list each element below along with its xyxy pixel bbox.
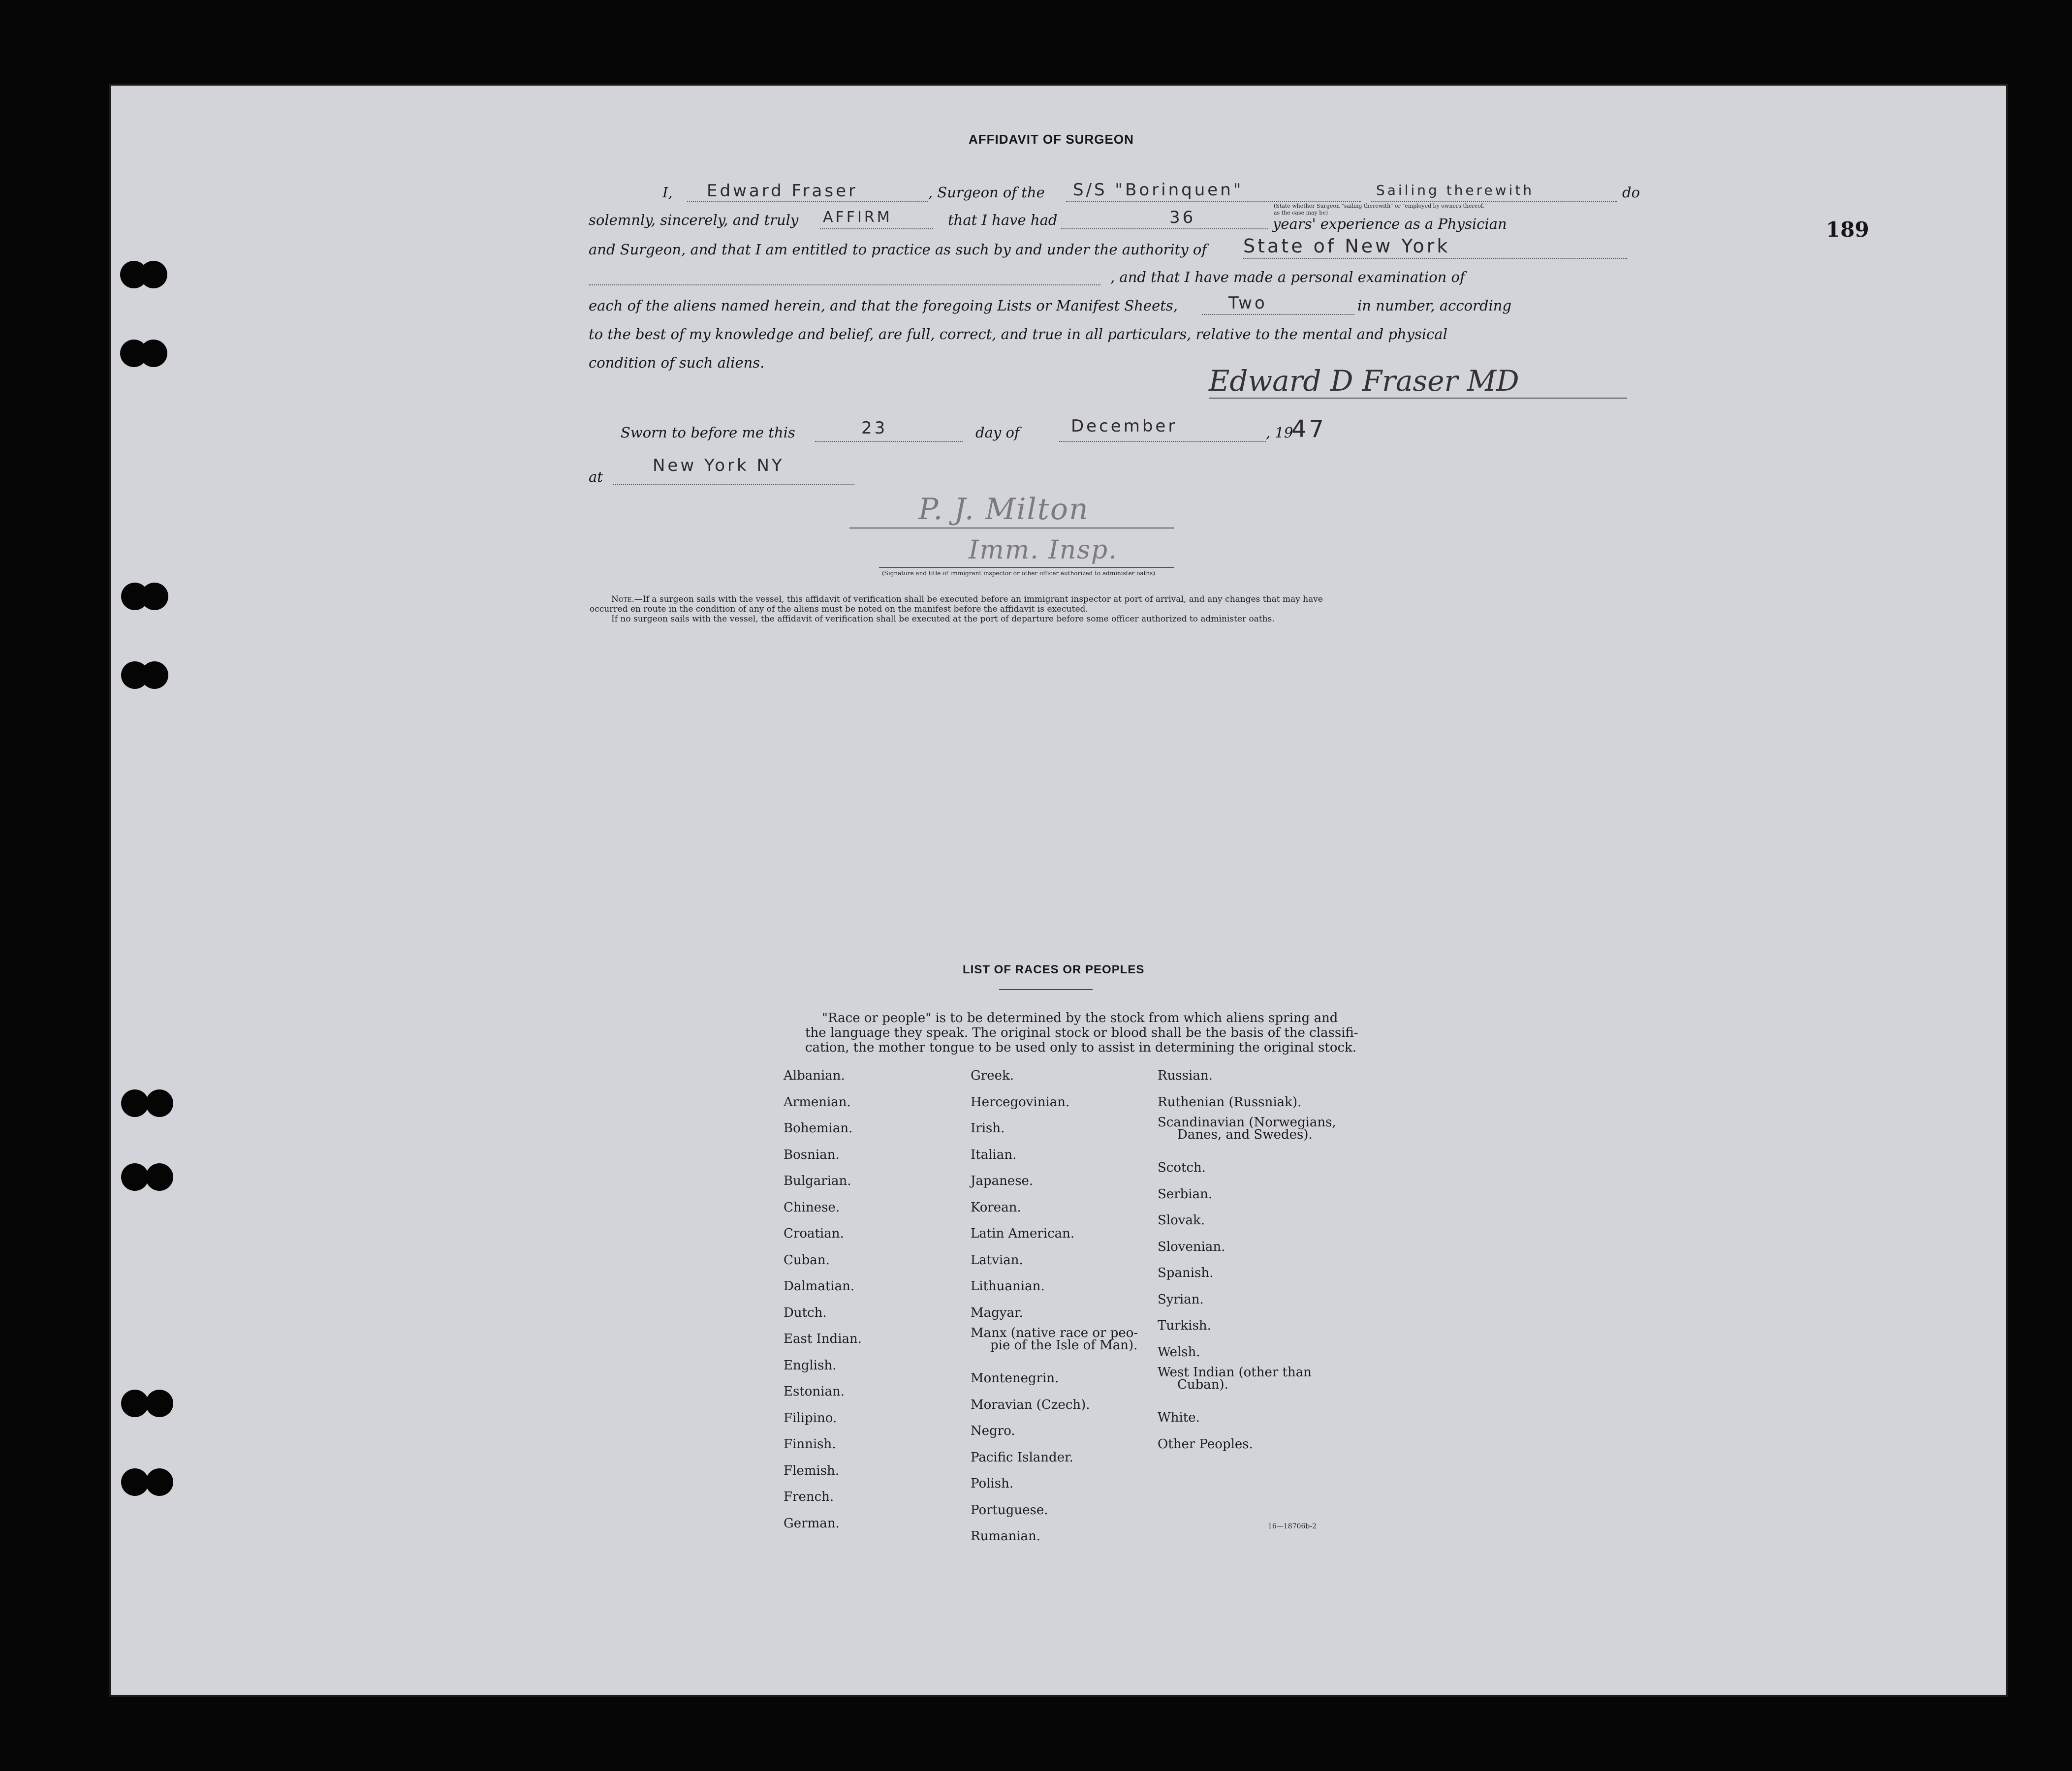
race-list-item: Croatian. [784, 1226, 844, 1241]
affirm-handwritten: AFFIRM [823, 209, 892, 226]
race-list-item: Bulgarian. [784, 1174, 851, 1188]
authority-handwritten: State of New York [1243, 235, 1450, 257]
punch-hole [140, 340, 167, 367]
race-list-item: Korean. [971, 1200, 1021, 1215]
race-list-item: Filipino. [784, 1410, 837, 1426]
race-list-item: Dalmatian. [784, 1279, 855, 1294]
officer-signature: P. J. Milton [918, 492, 1089, 527]
year-handwritten: 47 [1291, 415, 1327, 443]
race-list-item: Cuban. [784, 1252, 830, 1268]
years-blank [1061, 228, 1268, 229]
page-number: 189 [1826, 217, 1869, 242]
race-list-item: Italian. [971, 1147, 1017, 1162]
affidavit-text: , and that I have made a personal examination of [1110, 269, 1465, 285]
note-line: —If a surgeon sails with the vessel, this affidavit of verification shall be executed before an immigrant inspector at port of arrival, and any changes that may have [634, 594, 1323, 604]
race-list-item: Bosnian. [784, 1147, 840, 1162]
affidavit-text: years' experience as a Physician [1273, 216, 1507, 232]
race-list-item: Latvian. [971, 1252, 1023, 1268]
race-list-item: French. [784, 1490, 834, 1504]
affidavit-text: that I have had [948, 212, 1058, 228]
race-list-item: Negro. [971, 1424, 1015, 1438]
officer-title-line [879, 567, 1174, 568]
race-list-item: Other Peoples. [1158, 1436, 1253, 1452]
race-list-item: Russian. [1158, 1068, 1213, 1083]
race-list-item: Slovak. [1158, 1213, 1205, 1228]
day-handwritten: 23 [861, 418, 888, 438]
affirm-blank [820, 228, 933, 229]
race-list-item: Hercegovinian. [971, 1094, 1070, 1110]
surgeon-name-handwritten: Edward Fraser [707, 181, 858, 201]
race-list-item: Estonian. [784, 1384, 845, 1399]
races-column-1 [784, 1063, 862, 1537]
race-list-item: Bohemian. [784, 1121, 853, 1136]
affidavit-text: to the best of my knowledge and belief, are full, correct, and true in all particulars, relative to the mental and physical [589, 326, 1447, 342]
race-list-item: Spanish. [1158, 1266, 1214, 1280]
races-intro-line: the language they speak. The original stock or blood shall be the basis of the classifi- [805, 1025, 1358, 1040]
race-list-item: Finnish. [784, 1437, 836, 1452]
races-column-2 [971, 1063, 1138, 1550]
punch-hole [141, 661, 168, 689]
sailing-handwritten: Sailing therewith [1376, 182, 1535, 198]
affidavit-text: each of the aliens named herein, and that the foregoing Lists or Manifest Sheets, [589, 297, 1178, 314]
affidavit-text: at [589, 468, 603, 485]
race-list-item: English. [784, 1358, 837, 1373]
race-list-item: Albanian. [784, 1068, 845, 1083]
affidavit-text: and Surgeon, and that I am entitled to practice as such by and under the authority of [589, 241, 1207, 258]
punch-hole [146, 1163, 173, 1191]
races-column-3 [1158, 1063, 1336, 1458]
race-list-item: Chinese. [784, 1200, 840, 1215]
race-list-item: Manx (native race or peo- pie of the Isle of Man). [971, 1326, 1138, 1353]
punch-hole [141, 583, 168, 610]
races-intro-line: "Race or people" is to be determined by the stock from which aliens spring and [822, 1011, 1338, 1025]
sailing-blank [1371, 201, 1617, 202]
race-list-item: Lithuanian. [971, 1279, 1045, 1294]
race-list-item: German. [784, 1516, 840, 1531]
document-sheet [111, 86, 2006, 1695]
surgeon-signature-line [1209, 398, 1627, 399]
punch-hole [146, 1390, 173, 1417]
races-title: LIST OF RACES OR PEOPLES [963, 963, 1145, 976]
race-list-item: Serbian. [1158, 1186, 1213, 1202]
vessel-blank [1066, 201, 1361, 202]
races-title-rule [999, 989, 1093, 990]
day-blank [815, 441, 963, 442]
race-list-item: Latin American. [971, 1226, 1075, 1241]
affidavit-text: day of [975, 424, 1020, 441]
races-table [784, 1063, 1336, 1555]
race-list-item: Ruthenian (Russniak). [1158, 1094, 1302, 1110]
note-text [611, 594, 1323, 604]
form-number: 16—18706b-2 [1268, 1522, 1317, 1530]
affidavit-title: AFFIDAVIT OF SURGEON [969, 132, 1134, 147]
signature-caption: (Signature and title of immigrant inspector or other officer authorized to administer oaths) [882, 570, 1155, 577]
month-handwritten: December [1071, 416, 1178, 436]
punch-hole [140, 261, 167, 288]
affidavit-text: solemnly, sincerely, and truly [589, 212, 799, 228]
race-list-item: Welsh. [1158, 1344, 1200, 1360]
punch-hole [121, 1468, 149, 1496]
surgeon-name-blank [687, 201, 928, 202]
race-list-item: Polish. [971, 1476, 1014, 1491]
race-list-item: Magyar. [971, 1305, 1023, 1320]
affidavit-text: , 19 [1266, 424, 1293, 441]
note-line: occurred en route in the condition of any of the aliens must be noted on the manifest before the affidavit is executed. [590, 604, 1088, 614]
race-list-item: Slovenian. [1158, 1239, 1225, 1254]
race-list-item: White. [1158, 1410, 1200, 1425]
month-blank [1059, 441, 1266, 442]
vessel-handwritten: S/S "Borinquen" [1073, 180, 1244, 200]
place-handwritten: New York NY [653, 456, 785, 475]
race-list-item: Syrian. [1158, 1292, 1204, 1307]
note-line: If no surgeon sails with the vessel, the affidavit of verification shall be executed at the port of departure before some officer authorized to administer oaths. [611, 614, 1275, 624]
punch-hole [146, 1089, 173, 1117]
punch-hole [146, 1468, 173, 1496]
race-list-item: Turkish. [1158, 1318, 1211, 1333]
authority-continued-blank [589, 284, 1100, 285]
race-list-item: Portuguese. [971, 1502, 1048, 1518]
race-list-item: Dutch. [784, 1305, 827, 1320]
race-list-item: Flemish. [784, 1463, 840, 1478]
officer-title: Imm. Insp. [969, 535, 1118, 565]
race-list-item: Japanese. [971, 1174, 1034, 1188]
affidavit-text: Sworn to before me this [621, 424, 795, 441]
race-list-item: East Indian. [784, 1332, 862, 1346]
race-list-item: Greek. [971, 1068, 1014, 1083]
race-list-item: Rumanian. [971, 1529, 1041, 1544]
affidavit-text: I, [662, 184, 673, 201]
race-list-item: Montenegrin. [971, 1371, 1059, 1386]
sheets-handwritten: Two [1228, 293, 1267, 313]
race-list-item: West Indian (other than Cuban). [1158, 1365, 1312, 1392]
sailing-caption: (State whether Surgeon "sailing therewith" or "employed by owners thereof," as the case may be) [1274, 203, 1487, 216]
years-handwritten: 36 [1169, 208, 1196, 227]
race-list-item: Armenian. [784, 1094, 851, 1110]
punch-hole [121, 1390, 149, 1417]
race-list-item: Moravian (Czech). [971, 1397, 1090, 1412]
race-list-item: Scandinavian (Norwegians, Danes, and Swedes). [1158, 1115, 1336, 1142]
punch-hole [121, 1163, 149, 1191]
races-intro-line: cation, the mother tongue to be used only to assist in determining the original stock. [805, 1040, 1357, 1055]
note-label: Note. [611, 594, 634, 604]
race-list-item: Pacific Islander. [971, 1450, 1073, 1465]
race-list-item: Irish. [971, 1121, 1005, 1136]
affidavit-text: , Surgeon of the [928, 184, 1045, 201]
affidavit-text: do [1622, 184, 1640, 201]
sheets-blank [1202, 314, 1354, 315]
place-blank [613, 484, 854, 485]
authority-blank [1243, 258, 1627, 259]
punch-hole [121, 1089, 149, 1117]
race-list-item: Scotch. [1158, 1160, 1206, 1175]
affidavit-text: in number, according [1357, 297, 1512, 314]
surgeon-signature: Edward D Fraser MD [1209, 364, 1519, 398]
affidavit-text: condition of such aliens. [589, 354, 765, 371]
